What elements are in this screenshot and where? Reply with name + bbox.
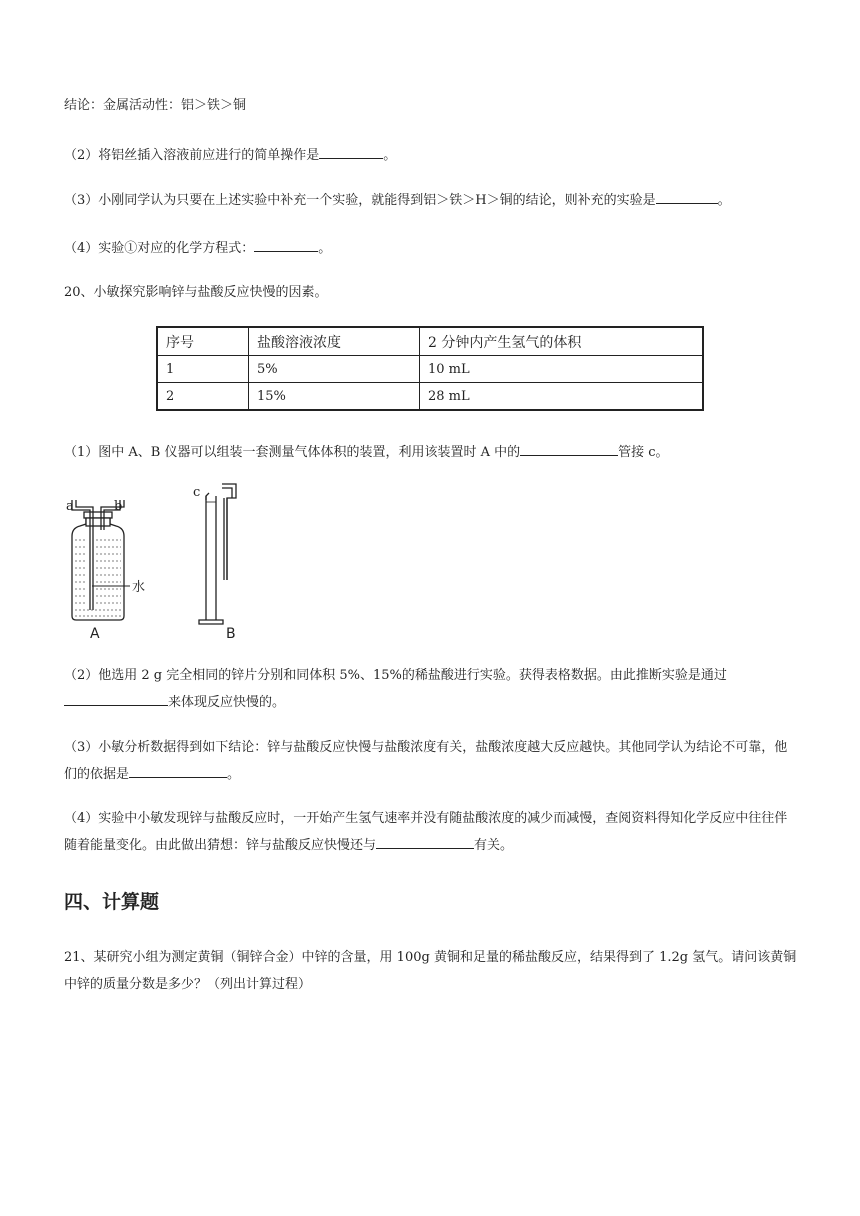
answer-blank bbox=[319, 144, 383, 159]
answer-blank bbox=[656, 189, 718, 204]
answer-blank bbox=[376, 834, 474, 849]
answer-blank bbox=[129, 763, 227, 778]
question-20-intro: 20、小敏探究影响锌与盐酸反应快慢的因素。 bbox=[64, 285, 328, 300]
question-19-2-text: （2）将铝丝插入溶液前应进行的简单操作是 bbox=[64, 148, 320, 163]
question-20-4-suffix: 有关。 bbox=[474, 838, 514, 853]
punctuation: 。 bbox=[717, 193, 731, 208]
graduated-cylinder-b bbox=[199, 484, 236, 624]
section-heading: 四、计算题 bbox=[64, 891, 160, 913]
question-19-4 bbox=[64, 237, 331, 259]
question-20-4-text: （4）实验中小敏发现锌与盐酸反应时，一开始产生氢气速率并没有随盐酸浓度的减少而减慢，查阅资料得知化学反应中往往伴随着能量变化。由此做出猜想：锌与盐酸反应快慢还与 bbox=[64, 811, 788, 853]
data-table bbox=[156, 326, 704, 411]
question-20-2-text: （2）他选用 2 g 完全相同的锌片分别和同体积 5%、15%的稀盐酸进行实验。获得表格数据。由此推断实验是通过 bbox=[64, 668, 727, 683]
question-19-3-text: （3）小刚同学认为只要在上述实验中补充一个实验，就能得到铝＞铁＞H＞铜的结论，则补充的实验是 bbox=[64, 193, 656, 208]
question-20-1-text: （1）图中 A、B 仪器可以组装一套测量气体体积的装置，利用该装置时 A 中的 bbox=[64, 445, 521, 460]
question-20-1 bbox=[64, 441, 669, 463]
punctuation: 。 bbox=[383, 148, 397, 163]
table-cell: 15% bbox=[249, 383, 420, 411]
table-header-cell: 2 分钟内产生氢气的体积 bbox=[420, 327, 704, 356]
table-header-cell: 盐酸溶液浓度 bbox=[249, 327, 420, 356]
question-20-4 bbox=[64, 805, 799, 859]
question-19-3 bbox=[64, 189, 731, 211]
label-cylinder-b: B bbox=[226, 626, 236, 642]
conclusion-line: 结论：金属活动性：铝＞铁＞铜 bbox=[64, 98, 247, 113]
apparatus-figure bbox=[56, 480, 296, 642]
question-20-2 bbox=[64, 662, 799, 716]
table-cell: 28 mL bbox=[420, 383, 704, 411]
table-header-row bbox=[157, 327, 703, 356]
gas-bottle-a bbox=[72, 500, 124, 620]
question-19-2 bbox=[64, 144, 396, 166]
question-20-2-suffix: 来体现反应快慢的。 bbox=[168, 695, 286, 710]
table-cell: 5% bbox=[249, 356, 420, 383]
question-20-3 bbox=[64, 734, 799, 788]
punctuation: 。 bbox=[227, 767, 241, 782]
label-bottle-a: A bbox=[90, 626, 100, 642]
question-20-1-suffix: 管接 c。 bbox=[618, 445, 669, 460]
table-cell: 1 bbox=[157, 356, 249, 383]
answer-blank bbox=[254, 237, 318, 252]
label-a: a bbox=[66, 499, 74, 514]
water-label: 水 bbox=[132, 580, 146, 595]
answer-blank bbox=[520, 441, 618, 456]
label-b: b bbox=[114, 499, 123, 514]
table-row bbox=[157, 356, 703, 383]
question-20-3-text: （3）小敏分析数据得到如下结论：锌与盐酸反应快慢与盐酸浓度有关，盐酸浓度越大反应越快。其他同学认为结论不可靠，他们的依据是 bbox=[64, 740, 788, 782]
table-cell: 2 bbox=[157, 383, 249, 411]
table-row bbox=[157, 383, 703, 411]
label-c: c bbox=[193, 485, 201, 500]
table-header-cell: 序号 bbox=[157, 327, 249, 356]
answer-blank bbox=[64, 691, 168, 706]
question-21: 21、某研究小组为测定黄铜（铜锌合金）中锌的含量，用 100g 黄铜和足量的稀盐酸反应，结果得到了 1.2g 氢气。请问该黄铜中锌的质量分数是多少？（列出计算过程） bbox=[64, 950, 797, 992]
question-19-4-text: （4）实验①对应的化学方程式： bbox=[64, 241, 255, 256]
table-cell: 10 mL bbox=[420, 356, 704, 383]
punctuation: 。 bbox=[318, 241, 332, 256]
